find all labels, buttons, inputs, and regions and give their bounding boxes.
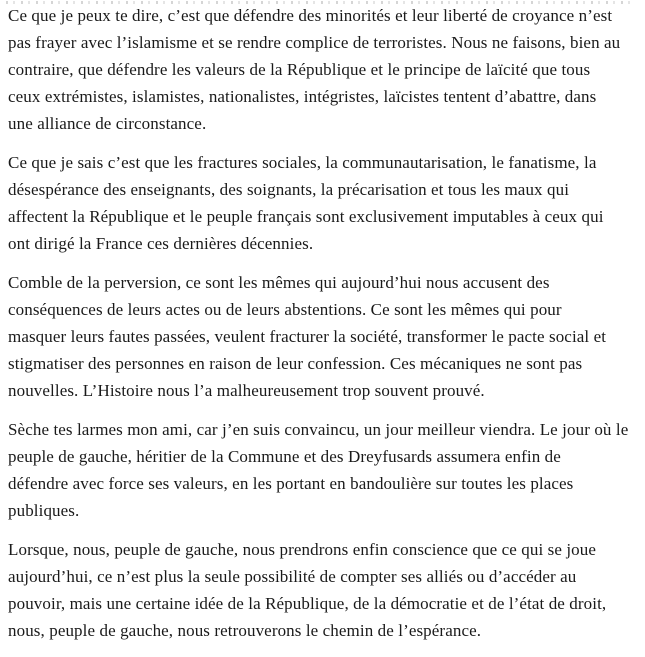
text-line: Comble de la perversion, ce sont les mêmes qui aujourd’hui nous accusent des: [8, 273, 550, 292]
text-line: masquer leurs fautes passées, veulent fracturer la société, transformer le pacte social et: [8, 327, 607, 346]
text-line: une alliance de circonstance.: [8, 114, 207, 133]
paragraph-5: [8, 536, 637, 644]
text-line: désespérance des enseignants, des soignants, la précarisation et tous les maux qui: [8, 180, 570, 199]
paragraph-1: [8, 2, 637, 137]
text-line: peuple de gauche, héritier de la Commune et des Dreyfusards assumera enfin de: [8, 447, 561, 466]
text-line: défendre avec force ses valeurs, en les portant en bandoulière sur toutes les places: [8, 474, 574, 493]
text-line: ceux extrémistes, islamistes, nationalistes, intégristes, laïcistes tentent d’abattre, dans: [8, 87, 597, 106]
text-line: Ce que je peux te dire, c’est que défendre des minorités et leur liberté de croyance n’est: [8, 6, 613, 25]
text-line: Sèche tes larmes mon ami, car j’en suis convaincu, un jour meilleur viendra. Le jour où le: [8, 420, 629, 439]
text-line: aujourd’hui, ce n’est plus la seule possibilité de compter ses alliés ou d’accéder au: [8, 567, 577, 586]
text-line: Lorsque, nous, peuple de gauche, nous prendrons enfin conscience que ce qui se joue: [8, 540, 597, 559]
text-line: pas frayer avec l’islamisme et se rendre complice de terroristes. Nous ne faisons, bien au: [8, 33, 621, 52]
text-line: Ce que je sais c’est que les fractures sociales, la communautarisation, le fanatisme, la: [8, 153, 597, 172]
text-line: conséquences de leurs actes ou de leurs abstentions. Ce sont les mêmes qui pour: [8, 300, 562, 319]
text-line: nouvelles. L’Histoire nous l’a malheureusement trop souvent prouvé.: [8, 381, 485, 400]
text-line: publiques.: [8, 501, 80, 520]
paragraph-4: [8, 416, 637, 524]
text-line: affectent la République et le peuple français sont exclusivement imputables à ceux qui: [8, 207, 604, 226]
text-line: nous, peuple de gauche, nous retrouverons le chemin de l’espérance.: [8, 621, 482, 640]
text-line: pouvoir, mais une certaine idée de la République, de la démocratie et de l’état de droit,: [8, 594, 607, 613]
paragraph-2: [8, 149, 637, 257]
text-line: contraire, que défendre les valeurs de la République et le principe de laïcité que tous: [8, 60, 591, 79]
paragraph-3: [8, 269, 637, 404]
text-line: ont dirigé la France ces dernières décennies.: [8, 234, 314, 253]
text-line: stigmatiser des personnes en raison de leur confession. Ces mécaniques ne sont pas: [8, 354, 583, 373]
